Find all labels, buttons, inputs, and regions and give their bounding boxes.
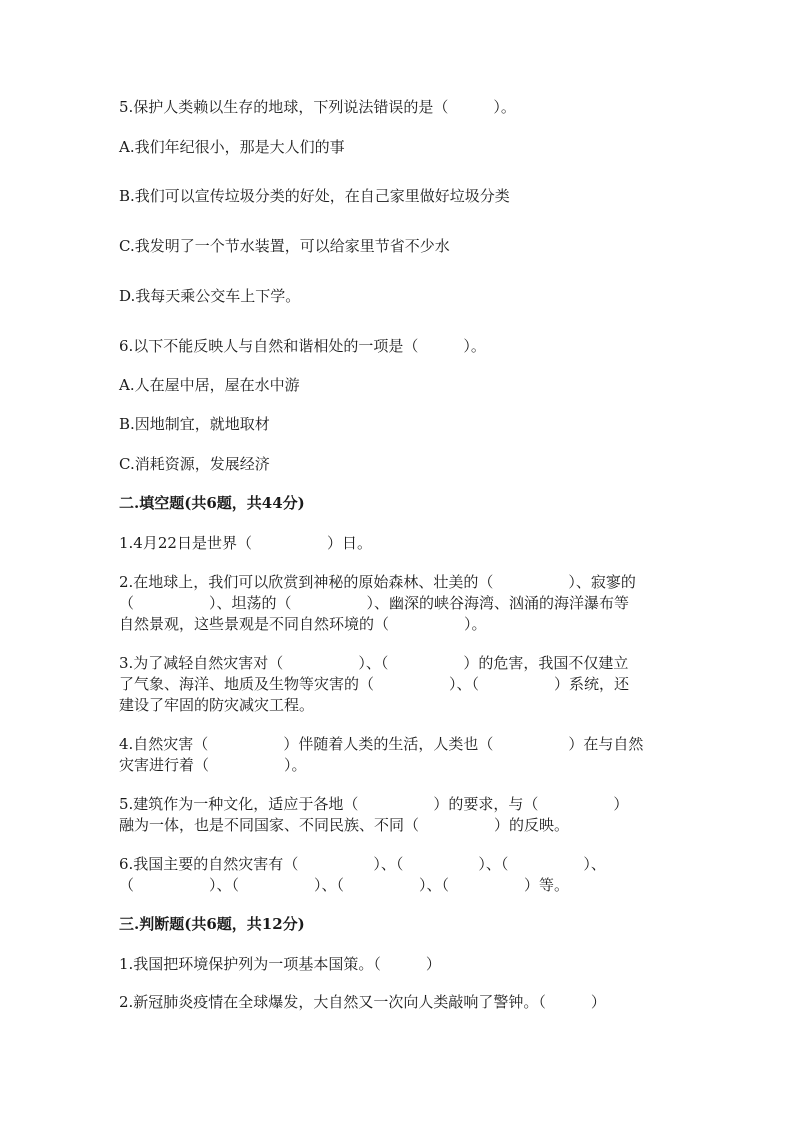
fill-question-2-line-3: 自然景观，这些景观是不同自然环境的（ ）。 bbox=[119, 615, 487, 633]
question-5-option-b: B.我们可以宣传垃圾分类的好处，在自己家里做好垃圾分类 bbox=[119, 187, 510, 205]
question-6-stem: 6.以下不能反映人与自然和谐相处的一项是（ ）。 bbox=[119, 337, 486, 355]
fill-question-4-line-2: 灾害进行着（ ）。 bbox=[119, 756, 307, 774]
fill-question-3-line-1: 3.为了减轻自然灾害对（ ）、（ ）的危害，我国不仅建立 bbox=[119, 654, 629, 672]
fill-question-4-line-1: 4.自然灾害（ ）伴随着人类的生活，人类也（ ）在与自然 bbox=[119, 735, 644, 753]
fill-section-title: 二.填空题(共6题，共44分) bbox=[119, 494, 305, 512]
question-6-option-a: A.人在屋中居，屋在水中游 bbox=[119, 376, 300, 394]
fill-question-5-line-1: 5.建筑作为一种文化，适应于各地（ ）的要求，与（ ） bbox=[119, 795, 629, 813]
question-5-option-a: A.我们年纪很小，那是大人们的事 bbox=[119, 138, 345, 156]
fill-question-2-line-2: （ ）、坦荡的（ ）、幽深的峡谷海湾、汹涌的海洋瀑布等 bbox=[119, 594, 630, 612]
fill-question-2-line-1: 2.在地球上，我们可以欣赏到神秘的原始森林、壮美的（ ）、寂寥的 bbox=[119, 573, 636, 591]
question-5-option-c: C.我发明了一个节水装置，可以给家里节省不少水 bbox=[119, 237, 450, 255]
question-5-stem: 5.保护人类赖以生存的地球，下列说法错误的是（ ）。 bbox=[119, 98, 516, 116]
fill-question-1: 1.4月22日是世界（ ）日。 bbox=[119, 534, 372, 552]
judge-section-title: 三.判断题(共6题，共12分) bbox=[119, 915, 305, 933]
fill-question-3-line-3: 建设了牢固的防灾减灾工程。 bbox=[119, 696, 315, 714]
fill-question-3-line-2: 了气象、海洋、地质及生物等灾害的（ ）、（ ）系统，还 bbox=[119, 675, 630, 693]
judge-question-2: 2.新冠肺炎疫情在全球爆发，大自然又一次向人类敲响了警钟。（ ） bbox=[119, 993, 606, 1011]
judge-question-1: 1.我国把环境保护列为一项基本国策。（ ） bbox=[119, 955, 441, 973]
fill-question-6-line-2: （ ）、（ ）、（ ）、（ ）等。 bbox=[119, 876, 570, 894]
question-5-option-d: D.我每天乘公交车上下学。 bbox=[119, 287, 301, 305]
question-6-option-b: B.因地制宜，就地取材 bbox=[119, 415, 270, 433]
question-6-option-c: C.消耗资源，发展经济 bbox=[119, 455, 270, 473]
fill-question-5-line-2: 融为一体，也是不同国家、不同民族、不同（ ）的反映。 bbox=[119, 816, 570, 834]
fill-question-6-line-1: 6.我国主要的自然灾害有（ ）、（ ）、（ ）、 bbox=[119, 855, 606, 873]
